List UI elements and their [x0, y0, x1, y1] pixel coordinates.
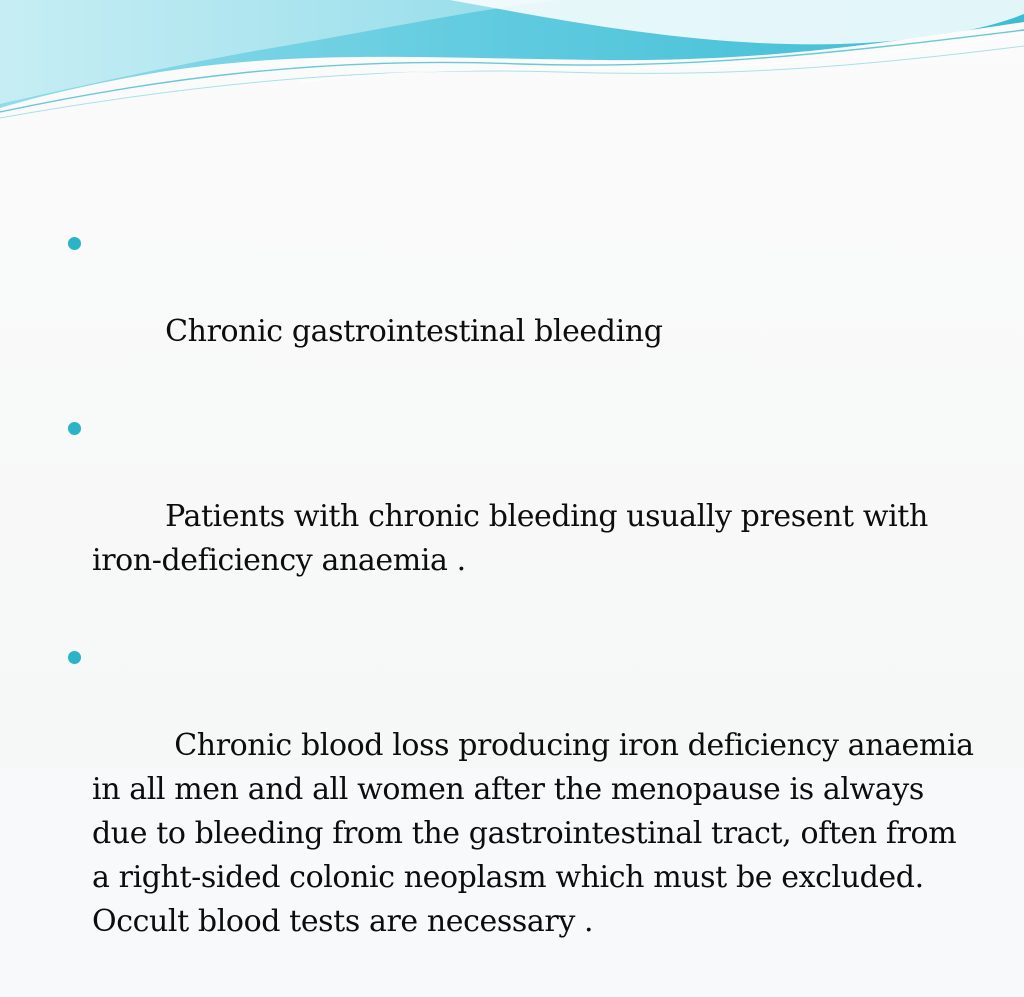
bullet-text: Patients with chronic bleeding usually present with iron-deficiency anaemia .: [92, 499, 938, 578]
bullet-item: [62, 636, 982, 988]
bullet-item: [62, 222, 982, 398]
bullet-text: Chronic gastrointestinal bleeding: [165, 314, 663, 349]
slide-body: [62, 222, 982, 997]
bullet-text: Chronic blood loss producing iron deficiency anaemia in all men and all women after the menopause is always due to bleeding from the gastrointestinal tract, often from a right-sided colonic neoplasm which must be excluded. Occult blood tests are necessary .: [92, 728, 983, 939]
bullet-item: [62, 407, 982, 627]
bullet-dot-icon: [68, 422, 81, 435]
bullet-dot-icon: [68, 651, 81, 664]
bullet-list: [62, 222, 982, 988]
decorative-wave-header: [0, 0, 1024, 130]
bullet-dot-icon: [68, 237, 81, 250]
